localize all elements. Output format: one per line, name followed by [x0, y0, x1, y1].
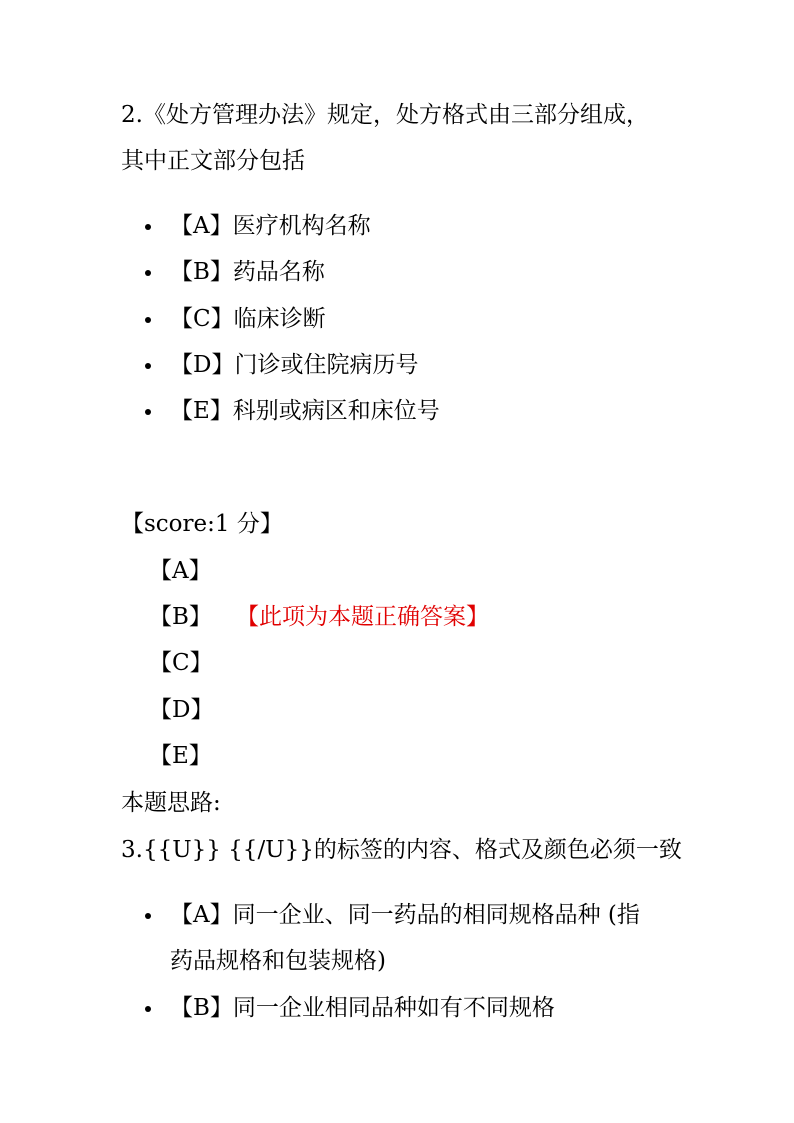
q2-score: 【score:1 分】 [121, 511, 283, 537]
q2-stem-line2: 其中正文部分包括 [121, 148, 305, 174]
bullet-icon [145, 1006, 151, 1012]
q3-stem: 3.{{U}} {{/U}}的标签的内容、格式及颜色必须一致 [121, 837, 682, 863]
q2-option-d-text: 【D】门诊或住院病历号 [170, 352, 419, 378]
q2-option-c-text: 【C】临床诊断 [170, 306, 326, 332]
q2-answer-d: 【D】 [149, 697, 214, 723]
bullet-icon [145, 363, 151, 369]
q2-answer-e: 【E】 [149, 743, 212, 769]
q3-option-b-text: 【B】同一企业相同品种如有不同规格 [170, 995, 555, 1021]
q3-option-a-line1: 【A】同一企业、同一药品的相同规格品种 (指 [170, 902, 640, 928]
q3-option-a-line2: 药品规格和包装规格) [170, 948, 386, 974]
bullet-icon [145, 224, 151, 230]
analysis-label: 本题思路: [121, 790, 221, 816]
q2-option-b-text: 【B】药品名称 [170, 259, 325, 285]
bullet-icon [145, 913, 151, 919]
q2-option-a-text: 【A】医疗机构名称 [170, 213, 371, 239]
bullet-icon [145, 270, 151, 276]
bullet-icon [145, 317, 151, 323]
q2-option-e-text: 【E】科别或病区和床位号 [170, 398, 440, 424]
correct-answer-mark: 【此项为本题正确答案】 [236, 604, 489, 630]
bullet-icon [145, 409, 151, 415]
q2-stem-line1: 2.《处方管理办法》规定，处方格式由三部分组成， [121, 102, 649, 128]
q2-answer-b: 【B】 [149, 604, 212, 630]
q2-answer-c: 【C】 [149, 650, 213, 676]
q2-answer-a: 【A】 [149, 558, 212, 584]
